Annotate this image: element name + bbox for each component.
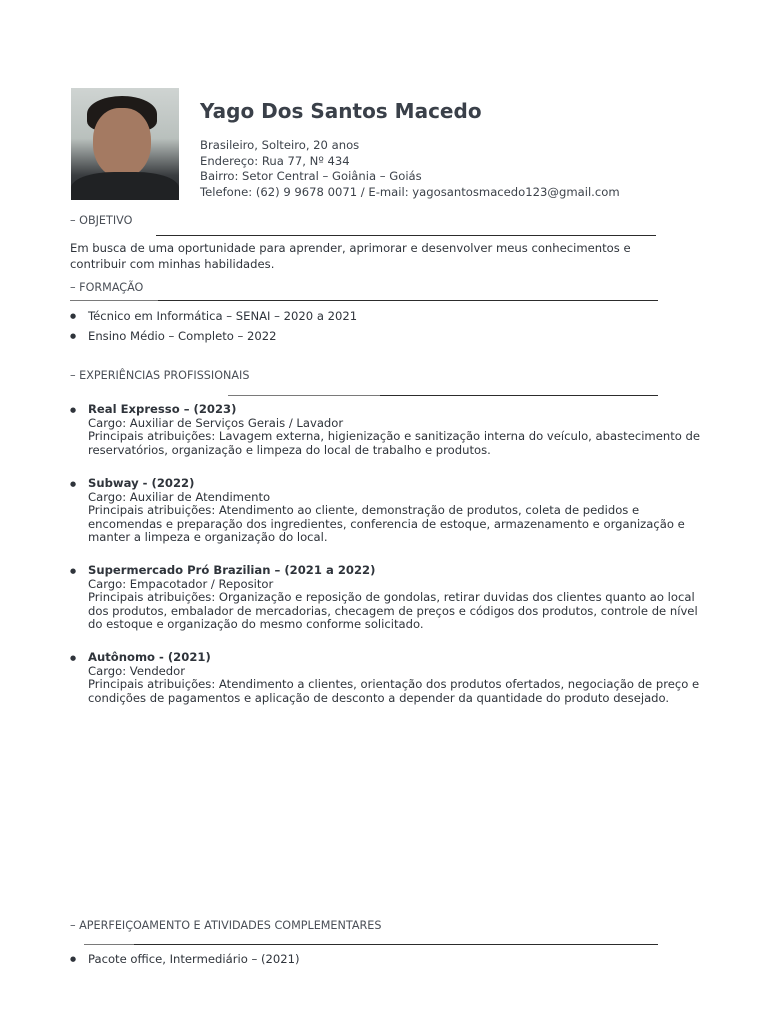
list-item: ● Ensino Médio – Completo – 2022 xyxy=(70,329,357,343)
profile-photo xyxy=(71,88,179,200)
section-divider xyxy=(134,944,658,945)
job-duties: Principais atribuições: Lavagem externa, higienização e sanitização interna do veículo, abastecimento de reservatórios, organização e limpeza do local de trabalho e produtos. xyxy=(88,429,701,457)
bullet-icon: ● xyxy=(70,480,77,488)
job-duties: Principais atribuições: Organização e reposição de gondolas, retirar duvidas dos clientes quanto ao local dos produtos, embalador de mercadorias, checagem de preços e códigos dos produtos, controle de nível do estoque e organização do mesmo conforme solicitado. xyxy=(88,590,698,632)
experience-item xyxy=(70,477,700,545)
section-divider xyxy=(380,395,658,396)
bullet-icon: ● xyxy=(70,654,77,662)
contact-info xyxy=(200,138,620,200)
job-title: Autônomo - (2021) xyxy=(88,650,211,664)
section-divider xyxy=(158,300,658,301)
list-item: ● Técnico em Informática – SENAI – 2020 a 2021 xyxy=(70,309,357,323)
job-title: Real Expresso – (2023) xyxy=(88,402,237,416)
experience-item xyxy=(70,403,700,457)
job-role: Cargo: Auxiliar de Atendimento xyxy=(88,489,271,504)
personal-info-line: Brasileiro, Solteiro, 20 anos xyxy=(200,138,360,152)
candidate-name: Yago Dos Santos Macedo xyxy=(200,99,482,123)
job-duties: Principais atribuições: Atendimento a clientes, orientação dos produtos ofertados, negociação de preço e condições de pagamentos e aplicação de desconto a depender da quantidade do produto desejado. xyxy=(88,677,700,705)
section-heading-aperfeicoamento: – APERFEIÇOAMENTO E ATIVIDADES COMPLEMENTARES xyxy=(70,919,382,932)
job-title: Subway - (2022) xyxy=(88,476,195,490)
section-divider-accent xyxy=(84,944,134,945)
section-heading-objetivo: – OBJETIVO xyxy=(70,214,133,227)
section-divider-accent xyxy=(228,395,380,396)
experience-item xyxy=(70,651,700,705)
courses-list xyxy=(70,952,300,966)
bullet-icon: ● xyxy=(70,406,77,414)
section-divider-accent xyxy=(70,300,158,301)
photo-shirt xyxy=(71,172,179,200)
section-divider xyxy=(156,235,656,236)
bullet-icon: ● xyxy=(70,567,77,575)
job-title: Supermercado Pró Brazilian – (2021 a 2022) xyxy=(88,563,376,577)
education-list xyxy=(70,309,357,343)
experience-item xyxy=(70,564,700,632)
neighborhood-line: Bairro: Setor Central – Goiânia – Goiás xyxy=(200,169,422,184)
objective-text: Em busca de uma oportunidade para aprender, aprimorar e desenvolver meus conhecimentos e contribuir com minhas habilidades. xyxy=(70,241,631,271)
address-line: Endereço: Rua 77, Nº 434 xyxy=(200,153,350,168)
job-duties: Principais atribuições: Atendimento ao cliente, demonstração de produtos, coleta de pedidos e encomendas e preparação dos ingredientes, conferencia de estoque, armazenamento e organização e manter a limpeza e organização do local. xyxy=(88,503,685,545)
section-heading-experiencias: – EXPERIÊNCIAS PROFISSIONAIS xyxy=(70,369,250,382)
job-role: Cargo: Vendedor xyxy=(88,663,186,678)
photo-face xyxy=(93,108,151,178)
job-role: Cargo: Empacotador / Repositor xyxy=(88,576,274,591)
job-role: Cargo: Auxiliar de Serviços Gerais / Lavador xyxy=(88,415,344,430)
list-item: ● Pacote office, Intermediário – (2021) xyxy=(70,952,300,966)
section-heading-formacao: – FORMAÇÃO xyxy=(70,281,144,294)
phone-email-line: Telefone: (62) 9 9678 0071 / E-mail: yagosantosmacedo123@gmail.com xyxy=(200,184,620,199)
